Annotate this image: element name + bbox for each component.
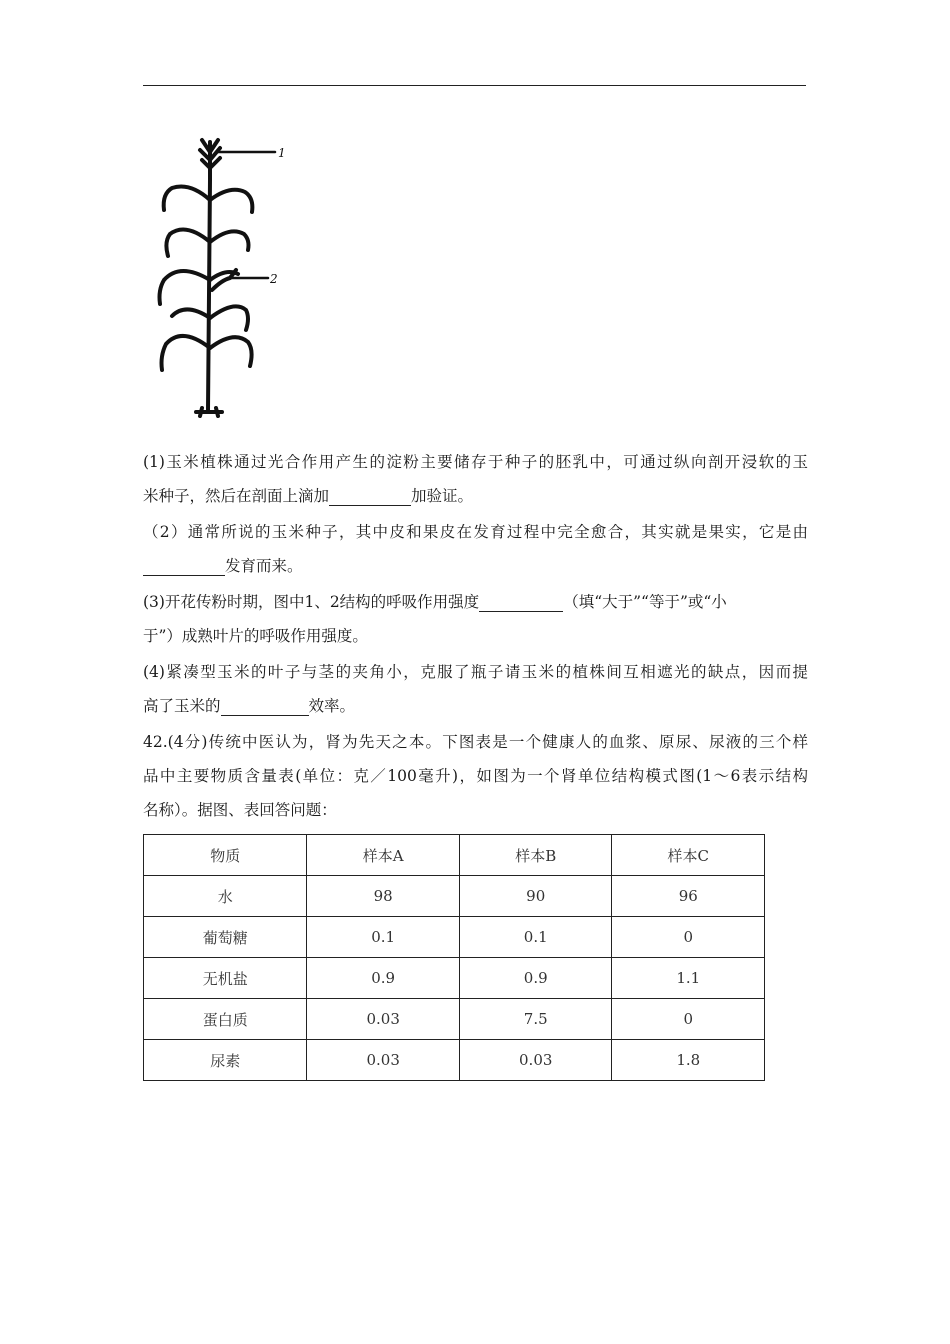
question-1 — [143, 445, 808, 513]
sample-b-value: 0.03 — [459, 1040, 612, 1081]
q1-answer-blank[interactable] — [329, 485, 411, 506]
label-2: 2 — [270, 272, 278, 286]
substance-name: 蛋白质 — [144, 999, 307, 1040]
q2-line-2-end: 发育而来。 — [225, 557, 303, 575]
question-4 — [143, 655, 808, 723]
question-42 — [143, 725, 808, 827]
q4-line-2-start: 高了玉米的 — [143, 697, 221, 715]
q42-line-2: 品中主要物质含量表(单位：克／100毫升)，如图为一个肾单位结构模式图(1～6表示结构 — [143, 767, 808, 785]
table-header-row — [144, 835, 765, 876]
sample-c-value: 96 — [612, 876, 765, 917]
q1-line-2-end: 加验证。 — [411, 487, 474, 505]
sample-b-value: 0.9 — [459, 958, 612, 999]
substance-name: 无机盐 — [144, 958, 307, 999]
sample-b-value: 90 — [459, 876, 612, 917]
q2-answer-blank[interactable] — [143, 555, 225, 576]
header-rule — [143, 85, 806, 86]
header-sample-b: 样本B — [459, 835, 612, 876]
substance-table — [143, 834, 765, 1081]
table-row — [144, 917, 765, 958]
q3-answer-blank[interactable] — [479, 591, 563, 612]
sample-a-value: 0.1 — [307, 917, 460, 958]
sample-a-value: 0.03 — [307, 999, 460, 1040]
sample-b-value: 7.5 — [459, 999, 612, 1040]
corn-plant-figure — [150, 130, 290, 425]
substance-name: 尿素 — [144, 1040, 307, 1081]
q42-line-1: 42.(4分)传统中医认为，肾为先天之本。下图表是一个健康人的血浆、原尿、尿液的三个样 — [143, 733, 808, 751]
q1-line-1: (1)玉米植株通过光合作用产生的淀粉主要储存于种子的胚乳中，可通过纵向剖开浸软的玉 — [143, 453, 808, 471]
question-3 — [143, 585, 808, 653]
table-row — [144, 958, 765, 999]
table-row — [144, 1040, 765, 1081]
table-row — [144, 999, 765, 1040]
q2-line-1: （2）通常所说的玉米种子，其中皮和果皮在发育过程中完全愈合，其实就是果实，它是由 — [143, 523, 808, 541]
sample-a-value: 98 — [307, 876, 460, 917]
header-substance: 物质 — [144, 835, 307, 876]
q3-line-2: 于”）成熟叶片的呼吸作用强度。 — [143, 627, 368, 645]
table-row — [144, 876, 765, 917]
sample-c-value: 1.8 — [612, 1040, 765, 1081]
sample-c-value: 1.1 — [612, 958, 765, 999]
substance-name: 葡萄糖 — [144, 917, 307, 958]
q3-line-1-text: (3)开花传粉时期，图中1、2结构的呼吸作用强度 — [143, 593, 480, 611]
substance-name: 水 — [144, 876, 307, 917]
q1-line-2-start: 米种子，然后在剖面上滴加 — [143, 487, 330, 505]
question-2 — [143, 515, 808, 583]
q4-line-1: (4)紧凑型玉米的叶子与茎的夹角小，克服了瓶子请玉米的植株间互相遮光的缺点，因而提 — [143, 663, 808, 681]
sample-a-value: 0.9 — [307, 958, 460, 999]
header-sample-a: 样本A — [307, 835, 460, 876]
sample-c-value: 0 — [612, 917, 765, 958]
sample-a-value: 0.03 — [307, 1040, 460, 1081]
q4-answer-blank[interactable] — [221, 695, 309, 716]
q3-line-1-end: （填“大于”“等于”或“小 — [563, 593, 727, 611]
sample-b-value: 0.1 — [459, 917, 612, 958]
q42-line-3: 名称）。据图、表回答问题： — [143, 801, 337, 819]
q4-line-2-end: 效率。 — [308, 697, 356, 715]
label-1: 1 — [278, 146, 286, 160]
sample-c-value: 0 — [612, 999, 765, 1040]
header-sample-c: 样本C — [612, 835, 765, 876]
